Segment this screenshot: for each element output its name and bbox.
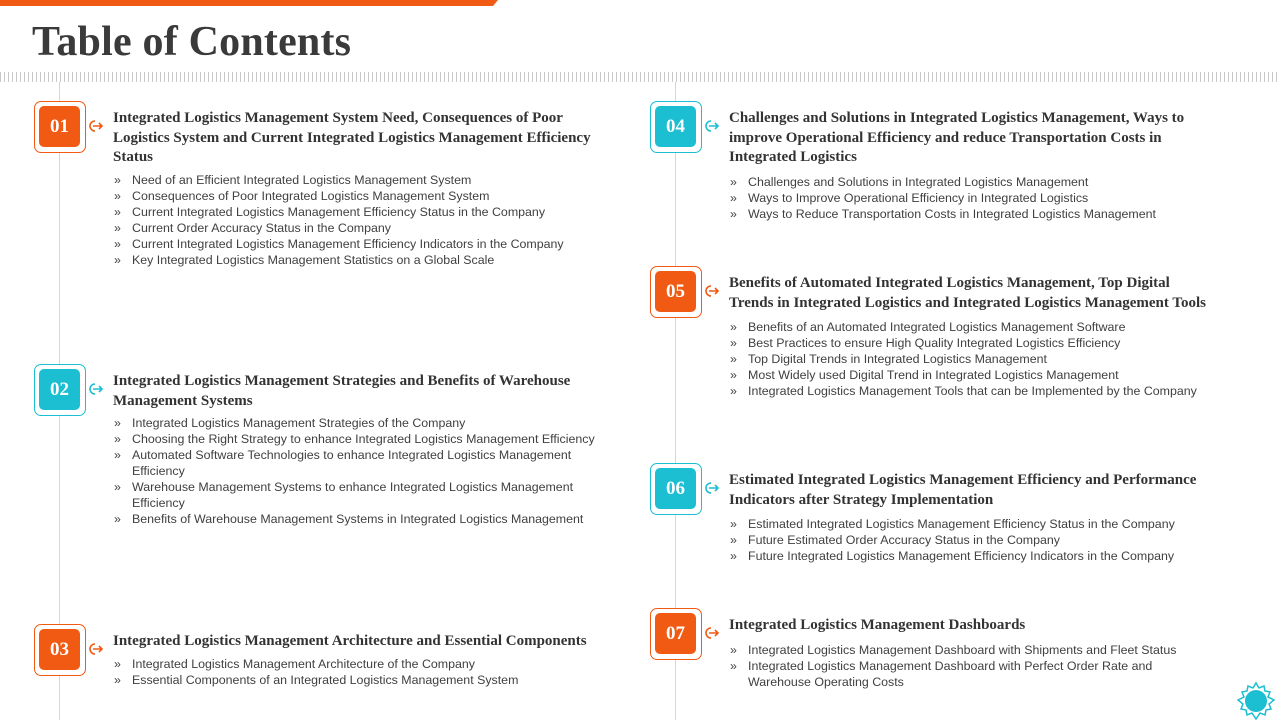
arrow-icon [89, 383, 103, 395]
arrow-icon [89, 643, 103, 655]
section-item: » Key Integrated Logistics Management Statistics on a Global Scale [113, 252, 613, 268]
section-item: » Integrated Logistics Management Architecture of the Company [113, 656, 633, 672]
section-items [729, 319, 1239, 399]
toc-section-04[interactable] [666, 109, 1229, 222]
section-item: » Ways to Improve Operational Efficiency in Integrated Logistics [729, 190, 1229, 206]
section-title: Integrated Logistics Management Dashboards [729, 617, 1026, 633]
section-title: Integrated Logistics Management System Need, Consequences of Poor Logistics System and Current Integrated Logistics Management Efficiency Status [113, 110, 591, 165]
section-number: 01 [39, 106, 80, 147]
section-items [729, 516, 1239, 564]
toc-section-07[interactable] [666, 616, 1209, 690]
toc-section-05[interactable] [666, 274, 1239, 399]
section-item: » Essential Components of an Integrated Logistics Management System [113, 672, 633, 688]
section-item: » Ways to Reduce Transportation Costs in Integrated Logistics Management [729, 206, 1229, 222]
section-item: » Current Integrated Logistics Management Efficiency Status in the Company [113, 204, 613, 220]
arrow-icon [89, 120, 103, 132]
gear-icon [1236, 681, 1276, 721]
section-items [729, 642, 1209, 690]
section-number: 02 [39, 369, 80, 410]
section-items [113, 172, 613, 268]
section-number-badge [650, 463, 702, 515]
section-item: » Future Integrated Logistics Management Efficiency Indicators in the Company [729, 548, 1239, 564]
section-item: » Warehouse Management Systems to enhance Integrated Logistics Management Efficiency [113, 479, 602, 511]
section-number-badge [650, 266, 702, 318]
section-item: » Current Integrated Logistics Management Efficiency Indicators in the Company [113, 236, 613, 252]
section-number-badge [34, 364, 86, 416]
section-item: » Integrated Logistics Management Tools that can be Implemented by the Company [729, 383, 1239, 399]
section-item: » Top Digital Trends in Integrated Logistics Management [729, 351, 1239, 367]
toc-section-06[interactable] [666, 471, 1239, 564]
section-item: » Integrated Logistics Management Strategies of the Company [113, 415, 633, 431]
arrow-icon [705, 627, 719, 639]
section-title: Integrated Logistics Management Strategies and Benefits of Warehouse Management Systems [113, 373, 571, 409]
section-items [113, 415, 633, 527]
section-item: » Benefits of Warehouse Management Systems in Integrated Logistics Management [113, 511, 633, 527]
arrow-icon [705, 482, 719, 494]
section-number-badge [34, 624, 86, 676]
section-number: 07 [655, 613, 696, 654]
section-item: » Most Widely used Digital Trend in Integrated Logistics Management [729, 367, 1239, 383]
toc-section-02[interactable] [50, 372, 633, 527]
section-number: 03 [39, 629, 80, 670]
section-number-badge [650, 608, 702, 660]
toc-section-01[interactable] [50, 109, 613, 268]
section-number-badge [34, 101, 86, 153]
section-items [113, 656, 633, 688]
section-item: » Challenges and Solutions in Integrated Logistics Management [729, 174, 1229, 190]
arrow-icon [705, 120, 719, 132]
section-item: » Integrated Logistics Management Dashboard with Shipments and Fleet Status [729, 642, 1209, 658]
section-title: Estimated Integrated Logistics Management Efficiency and Performance Indicators after Strategy Implementation [729, 472, 1197, 508]
section-item: » Benefits of an Automated Integrated Logistics Management Software [729, 319, 1239, 335]
section-item: » Choosing the Right Strategy to enhance Integrated Logistics Management Efficiency [113, 431, 633, 447]
section-number: 04 [655, 106, 696, 147]
section-item: » Automated Software Technologies to enhance Integrated Logistics Management Efficiency [113, 447, 602, 479]
top-accent-bar [0, 0, 498, 6]
section-number: 05 [655, 271, 696, 312]
dotted-divider [0, 72, 1280, 82]
section-number: 06 [655, 468, 696, 509]
section-item: » Integrated Logistics Management Dashboard with Perfect Order Rate and Warehouse Operating Costs [729, 658, 1198, 690]
section-title: Challenges and Solutions in Integrated Logistics Management, Ways to improve Operational Efficiency and reduce Transportation Costs in Integrated Logistics [729, 110, 1185, 165]
section-items [729, 174, 1229, 222]
page-title: Table of Contents [32, 19, 352, 65]
toc-section-03[interactable] [50, 632, 633, 688]
section-item: » Need of an Efficient Integrated Logistics Management System [113, 172, 613, 188]
arrow-icon [705, 285, 719, 297]
section-number-badge [650, 101, 702, 153]
section-item: » Consequences of Poor Integrated Logistics Management System [113, 188, 613, 204]
section-item: » Best Practices to ensure High Quality Integrated Logistics Efficiency [729, 335, 1239, 351]
section-title: Benefits of Automated Integrated Logistics Management, Top Digital Trends in Integrated Logistics and Integrated Logistics Management Tools [729, 275, 1206, 311]
section-item: » Future Estimated Order Accuracy Status in the Company [729, 532, 1239, 548]
section-item: » Estimated Integrated Logistics Management Efficiency Status in the Company [729, 516, 1239, 532]
section-item: » Current Order Accuracy Status in the Company [113, 220, 613, 236]
section-title: Integrated Logistics Management Architecture and Essential Components [113, 633, 587, 649]
